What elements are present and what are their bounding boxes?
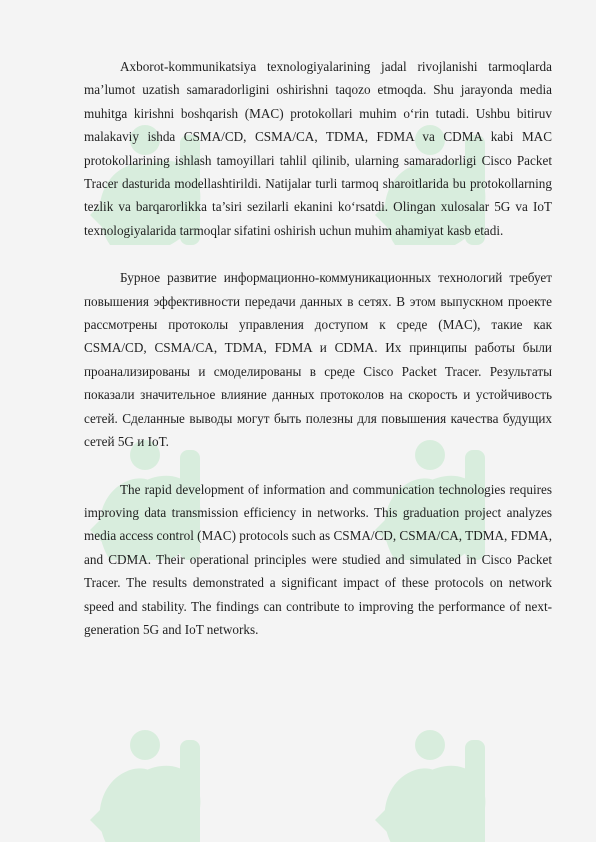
watermark-logo-icon — [345, 700, 535, 842]
abstract-paragraph-russian: Бурное развитие информационно-коммуникационных технологий требует повышения эффективности передачи данных в сетях. В этом выпускном проекте рассмотрены протоколы управления доступом к среде (MAC), такие как CSMA/CD, CSMA/CA, TDMA, FDMA и CDMA. Их принципы работы были проанализированы и смоделированы в среде Cisco Packet Tracer. Результаты показали значительное влияние данных протоколов на скорость и устойчивость сетей. Сделанные выводы могут быть полезны для повышения качества будущих сетей 5G и IoT. — [84, 270, 552, 450]
abstract-paragraph-uzbek: Axborot-kommunikatsiya texnologiyalarining jadal rivojlanishi tarmoqlarda ma’lumot uzatish samaradorligini oshirishni taqozo etmoqda. Shu jarayonda media muhitga kirishni boshqarish (MAC) protokollari muhim o‘rin tutadi. Ushbu bitiruv malakaviy ishda CSMA/CD, CSMA/CA, TDMA, FDMA va CDMA kabi MAC protokollarining ishlash tamoyillari tahlil qilinib, ularning samaradorligi Cisco Packet Tracer dasturida modellashtirildi. Natijalar turli tarmoq sharoitlarida bu protokollarning tezlik va barqarorlikka ta’siri sezilarli ekanini ko‘rsatdi. Olingan xulosalar 5G va IoT texnologiyalarida tarmoqlar sifatini oshirish uchun muhim ahamiyat kasb etadi. — [84, 59, 552, 238]
abstract-paragraph-english: The rapid development of information and communication technologies requires improving data transmission efficiency in networks. This graduation project analyzes media access control (MAC) protocols such as CSMA/CD, CSMA/CA, TDMA, FDMA, and CDMA. Their operational principles were studied and simulated in Cisco Packet Tracer. The results demonstrated a significant impact of these protocols on network speed and stability. The findings can contribute to improving the performance of next-generation 5G and IoT networks. — [84, 481, 552, 637]
document-body — [84, 55, 552, 641]
watermark-logo-icon — [60, 700, 250, 842]
